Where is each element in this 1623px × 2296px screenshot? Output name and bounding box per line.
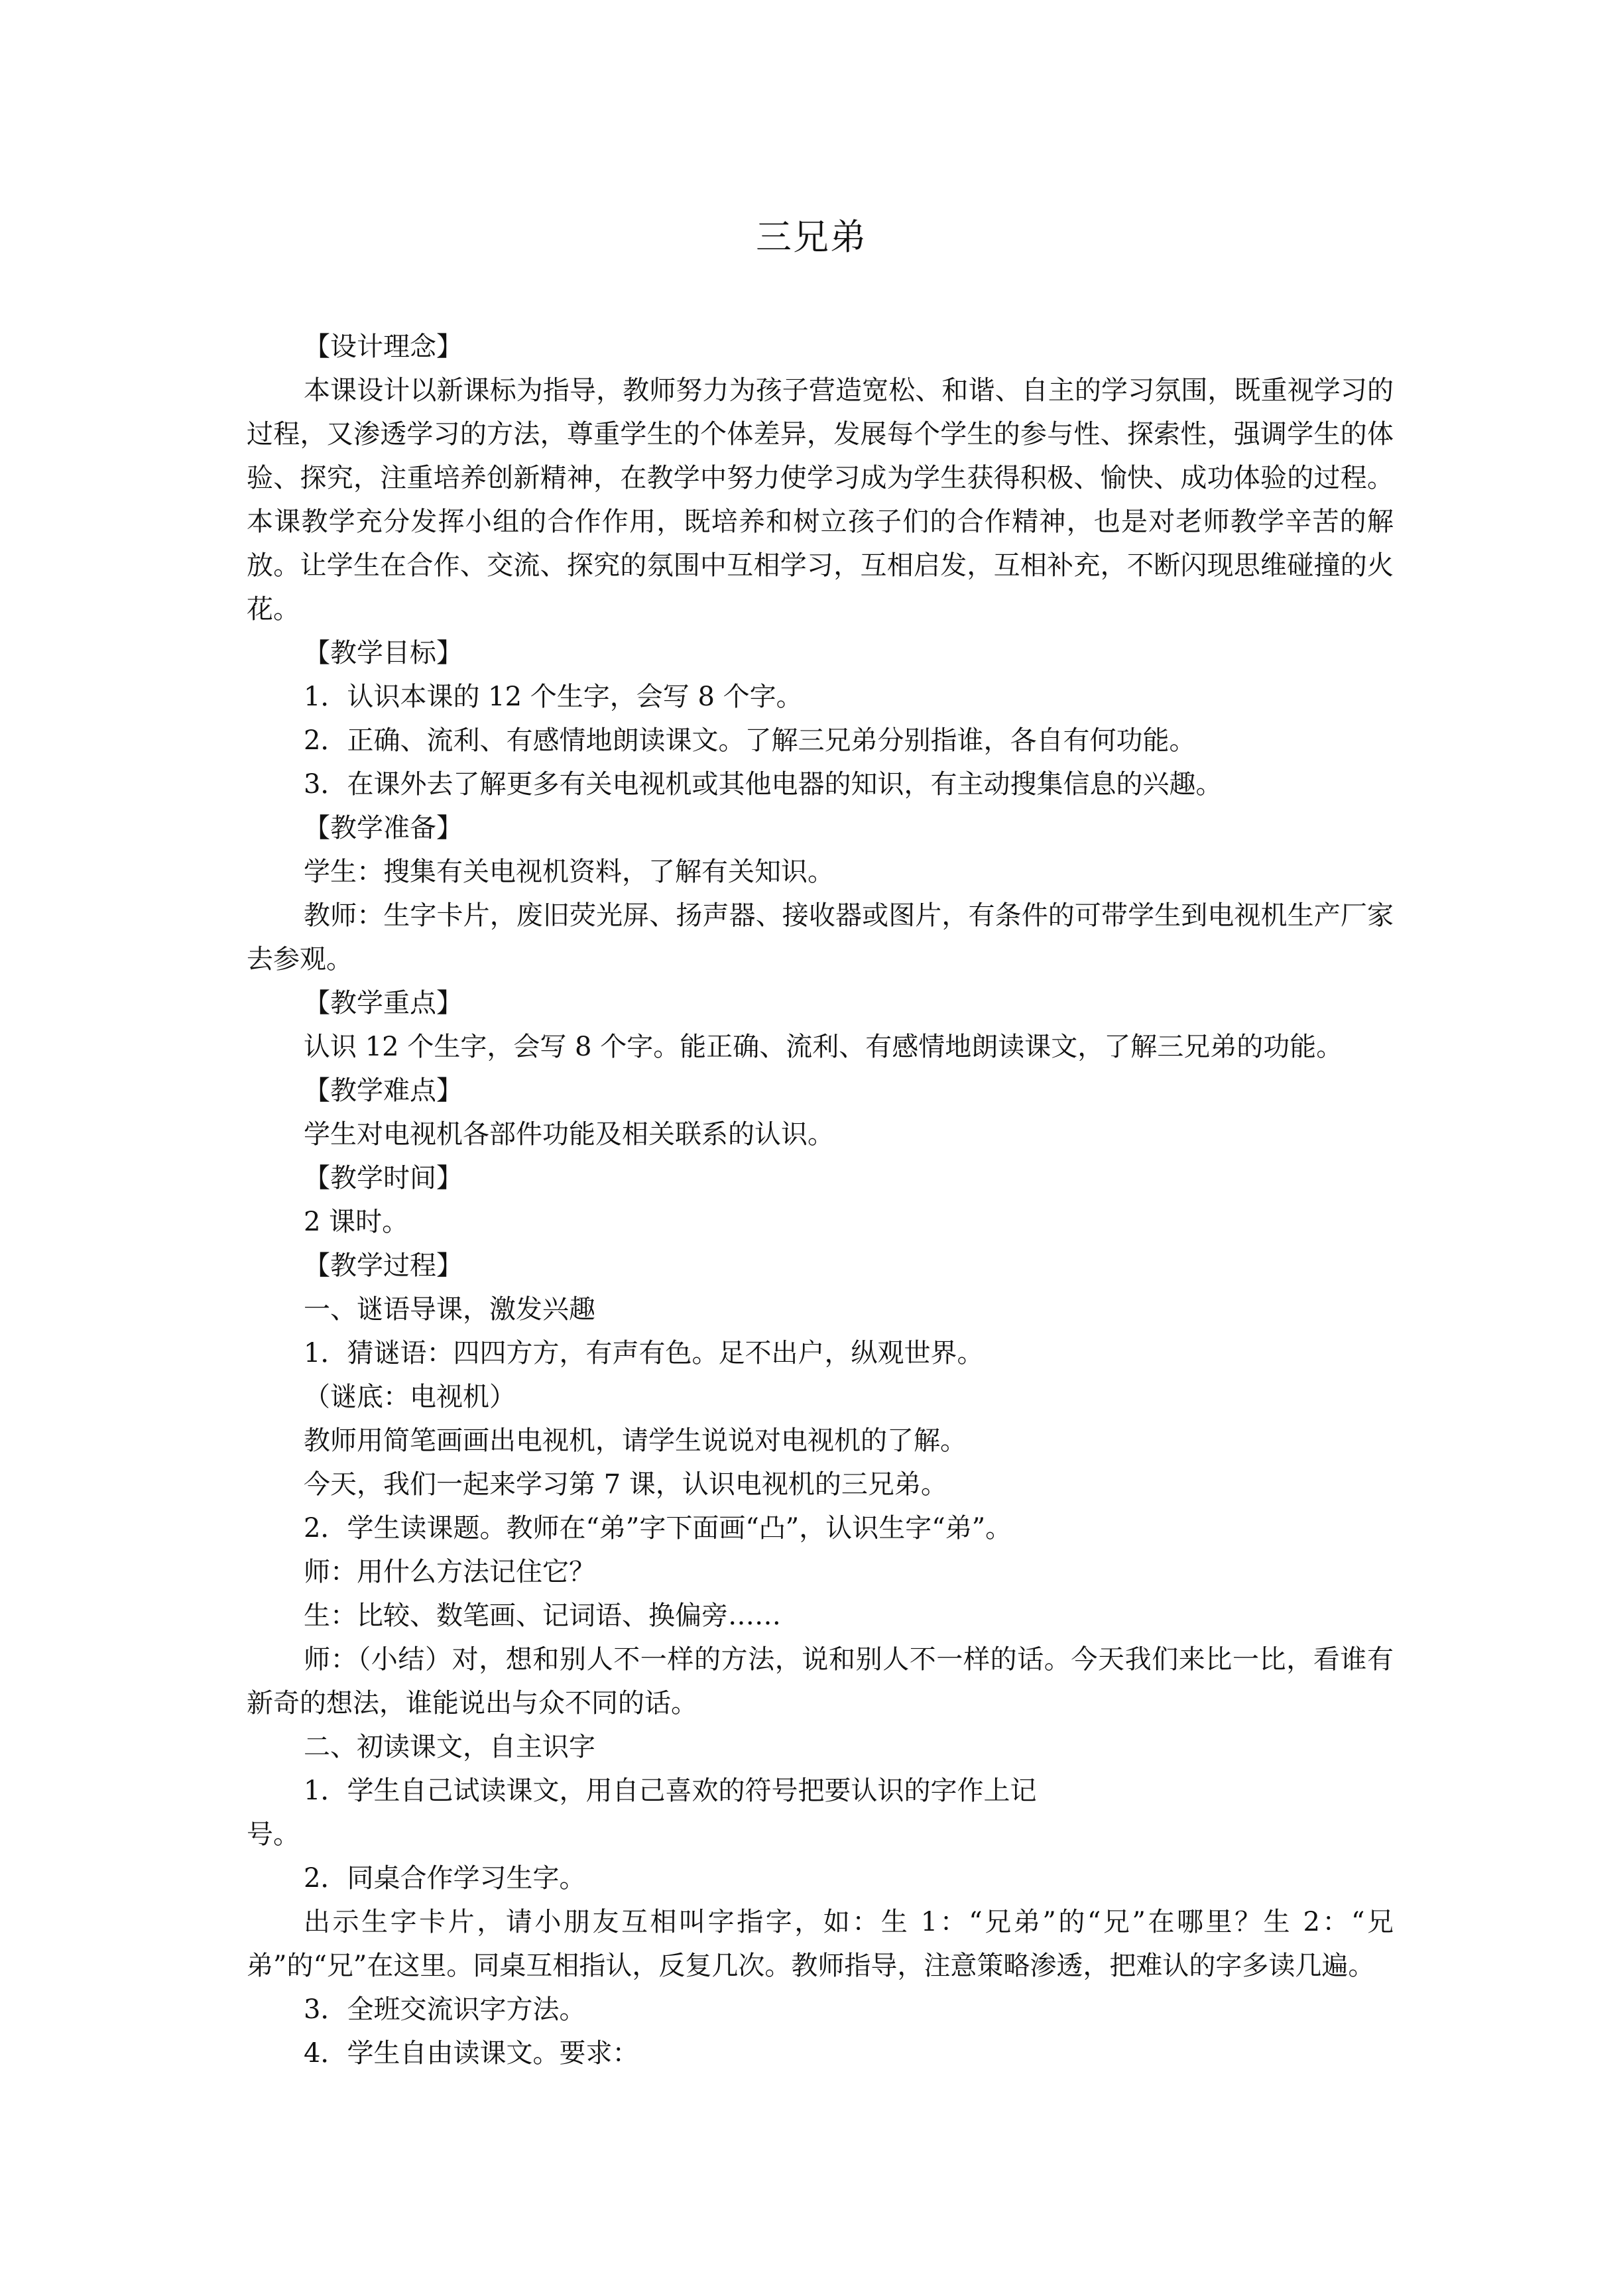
paragraph-preparation-students: 学生：搜集有关电视机资料，了解有关知识。	[304, 857, 834, 887]
section-heading-design-concept: 【设计理念】	[304, 332, 463, 362]
list-item-read-title: 2．学生读课题。教师在“弟”字下面画“凸”，认识生字“弟”。	[304, 1513, 1012, 1543]
section-heading-process: 【教学过程】	[304, 1250, 463, 1281]
paragraph-design-concept: 本课设计以新课标为指导，教师努力为孩子营造宽松、和谐、自主的学习氛围，既重视学习的过程，又渗透学习的方法，尊重学生的个体差异，发展每个学生的参与性、探索性，强调学生的体验、探究，注重培养创新精神，在教学中努力使学习成为学生获得积极、愉快、成功体验的过程。本课教学充分发挥小组的合作作用，既培养和树立孩子们的合作精神，也是对老师教学辛苦的解放。让学生在合作、交流、探究的氛围中互相学习，互相启发，互相补充，不断闪现思维碰撞的火花。	[247, 375, 1394, 625]
document-title: 三兄弟	[756, 216, 867, 258]
document-body	[247, 325, 1394, 2075]
subheading-part-1: 一、谜语导课，激发兴趣	[304, 1294, 595, 1325]
paragraph-drawing: 教师用简笔画画出电视机，请学生说说对电视机的了解。	[304, 1425, 967, 1456]
paragraph-preparation-teacher: 教师：生字卡片，废旧荧光屏、扬声器、接收器或图片，有条件的可带学生到电视机生产厂家去参观。	[247, 900, 1394, 975]
section-heading-time: 【教学时间】	[304, 1163, 463, 1193]
section-heading-difficulties: 【教学难点】	[304, 1075, 463, 1106]
paragraph-teacher-summary: 师：（小结）对，想和别人不一样的方法，说和别人不一样的话。今天我们来比一比，看谁有新奇的想法，谁能说出与众不同的话。	[247, 1644, 1394, 1719]
list-item-objective-1: 1．认识本课的 12 个生字，会写 8 个字。	[304, 682, 803, 712]
paragraph-time: 2 课时。	[304, 1207, 409, 1237]
paragraph-teacher-question: 师：用什么方法记住它？	[304, 1557, 595, 1587]
list-item-free-reading: 4．学生自由读课文。要求：	[304, 2038, 639, 2069]
list-item-riddle: 1．猜谜语：四四方方，有声有色。足不出户，纵观世界。	[304, 1338, 984, 1368]
list-item-objective-2: 2．正确、流利、有感情地朗读课文。了解三兄弟分别指谁，各自有何功能。	[304, 725, 1196, 756]
list-item-objective-3: 3．在课外去了解更多有关电视机或其他电器的知识，有主动搜集信息的兴趣。	[304, 769, 1223, 800]
paragraph-key-points: 认识 12 个生字，会写 8 个字。能正确、流利、有感情地朗读课文，了解三兄弟的功能。	[304, 1032, 1343, 1062]
subheading-part-2: 二、初读课文，自主识字	[304, 1732, 595, 1762]
section-heading-key-points: 【教学重点】	[304, 988, 463, 1018]
section-heading-preparation: 【教学准备】	[304, 813, 463, 843]
list-item-self-read: 1．学生自己试读课文，用自己喜欢的符号把要认识的字作上记 号。	[247, 1776, 1037, 1850]
list-item-desk-mate: 2．同桌合作学习生字。	[304, 1863, 586, 1894]
paragraph-difficulties: 学生对电视机各部件功能及相关联系的认识。	[304, 1119, 834, 1150]
list-item-class-exchange: 3．全班交流识字方法。	[304, 1994, 586, 2025]
paragraph-student-answer: 生：比较、数笔画、记词语、换偏旁……	[304, 1601, 781, 1631]
paragraph-word-cards: 出示生字卡片，请小朋友互相叫字指字，如：生 1：“兄弟”的“兄”在哪里？生 2：“兄弟”的“兄”在这里。同桌互相指认，反复几次。教师指导，注意策略渗透，把难认的字多读几遍。	[247, 1907, 1394, 1981]
paragraph-today: 今天，我们一起来学习第 7 课，认识电视机的三兄弟。	[304, 1469, 947, 1500]
paragraph-riddle-answer: （谜底：电视机）	[304, 1382, 516, 1412]
section-heading-objectives: 【教学目标】	[304, 638, 463, 668]
